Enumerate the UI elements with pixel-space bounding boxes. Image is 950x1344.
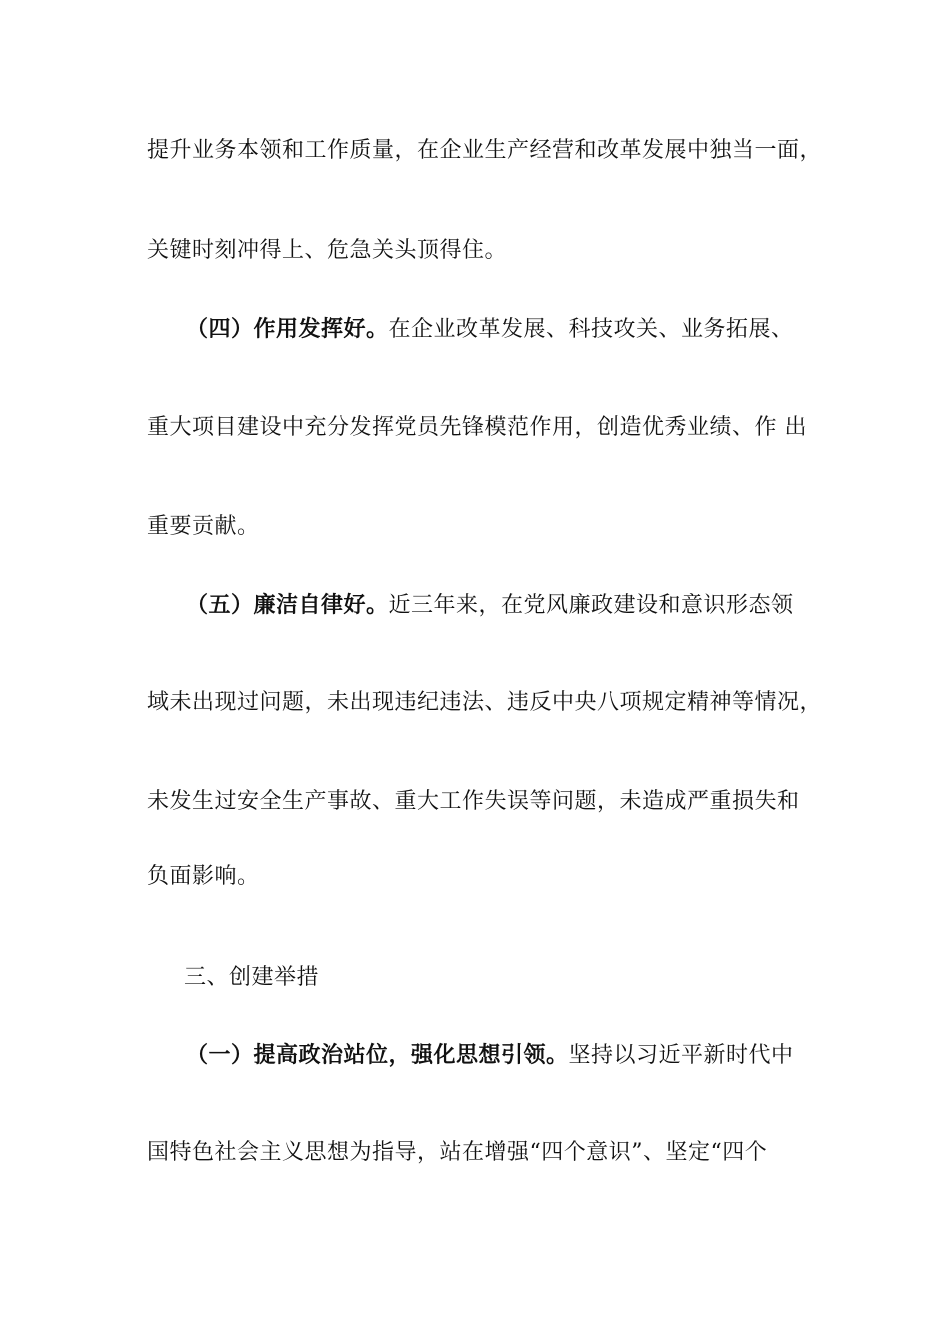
- section-heading-bold: （四）作用发挥好。: [186, 316, 389, 342]
- measure-one-line: [186, 1040, 794, 1071]
- line-text: 近三年来，在党风廉政建设和意识形态领: [388, 593, 794, 618]
- line-text: 重要贡献。: [147, 514, 260, 539]
- line-text: 关键时刻冲得上、危急关头顶得住。: [147, 238, 508, 263]
- paragraph-line: [147, 787, 800, 817]
- chapter-heading: [184, 963, 319, 993]
- paragraph-line: [147, 236, 507, 266]
- section-heading-bold: （五）廉洁自律好。: [186, 592, 389, 618]
- paragraph-line: [147, 413, 807, 443]
- line-text: 提升业务本领和工作质量，在企业生产经营和改革发展中独当一面，: [147, 138, 823, 163]
- section-four-line: [186, 314, 794, 345]
- line-text: 重大项目建设中充分发挥党员先锋模范作用，创造优秀业绩、作 出: [147, 415, 807, 440]
- line-text: 负面影响。: [147, 864, 260, 889]
- line-text: 未发生过安全生产事故、重大工作失误等问题，未造成严重损失和: [147, 789, 800, 814]
- line-text: 三、创建举措: [184, 965, 320, 990]
- paragraph-line: [147, 688, 822, 718]
- section-five-line: [186, 590, 794, 621]
- paragraph-line: [147, 1138, 767, 1168]
- paragraph-line: [147, 862, 260, 892]
- line-text: 坚持以习近平新时代中: [568, 1043, 794, 1068]
- section-heading-bold: （一）提高政治站位，强化思想引领。: [186, 1042, 569, 1068]
- paragraph-line: [147, 512, 260, 542]
- paragraph-line: [147, 136, 822, 166]
- line-text: 在企业改革发展、科技攻关、业务拓展、: [388, 317, 794, 342]
- line-text: 国特色社会主义思想为指导，站在增强“四个意识”、坚定“四个: [147, 1140, 768, 1165]
- line-text: 域未出现过问题，未出现违纪违法、违反中央八项规定精神等情况，: [147, 690, 823, 715]
